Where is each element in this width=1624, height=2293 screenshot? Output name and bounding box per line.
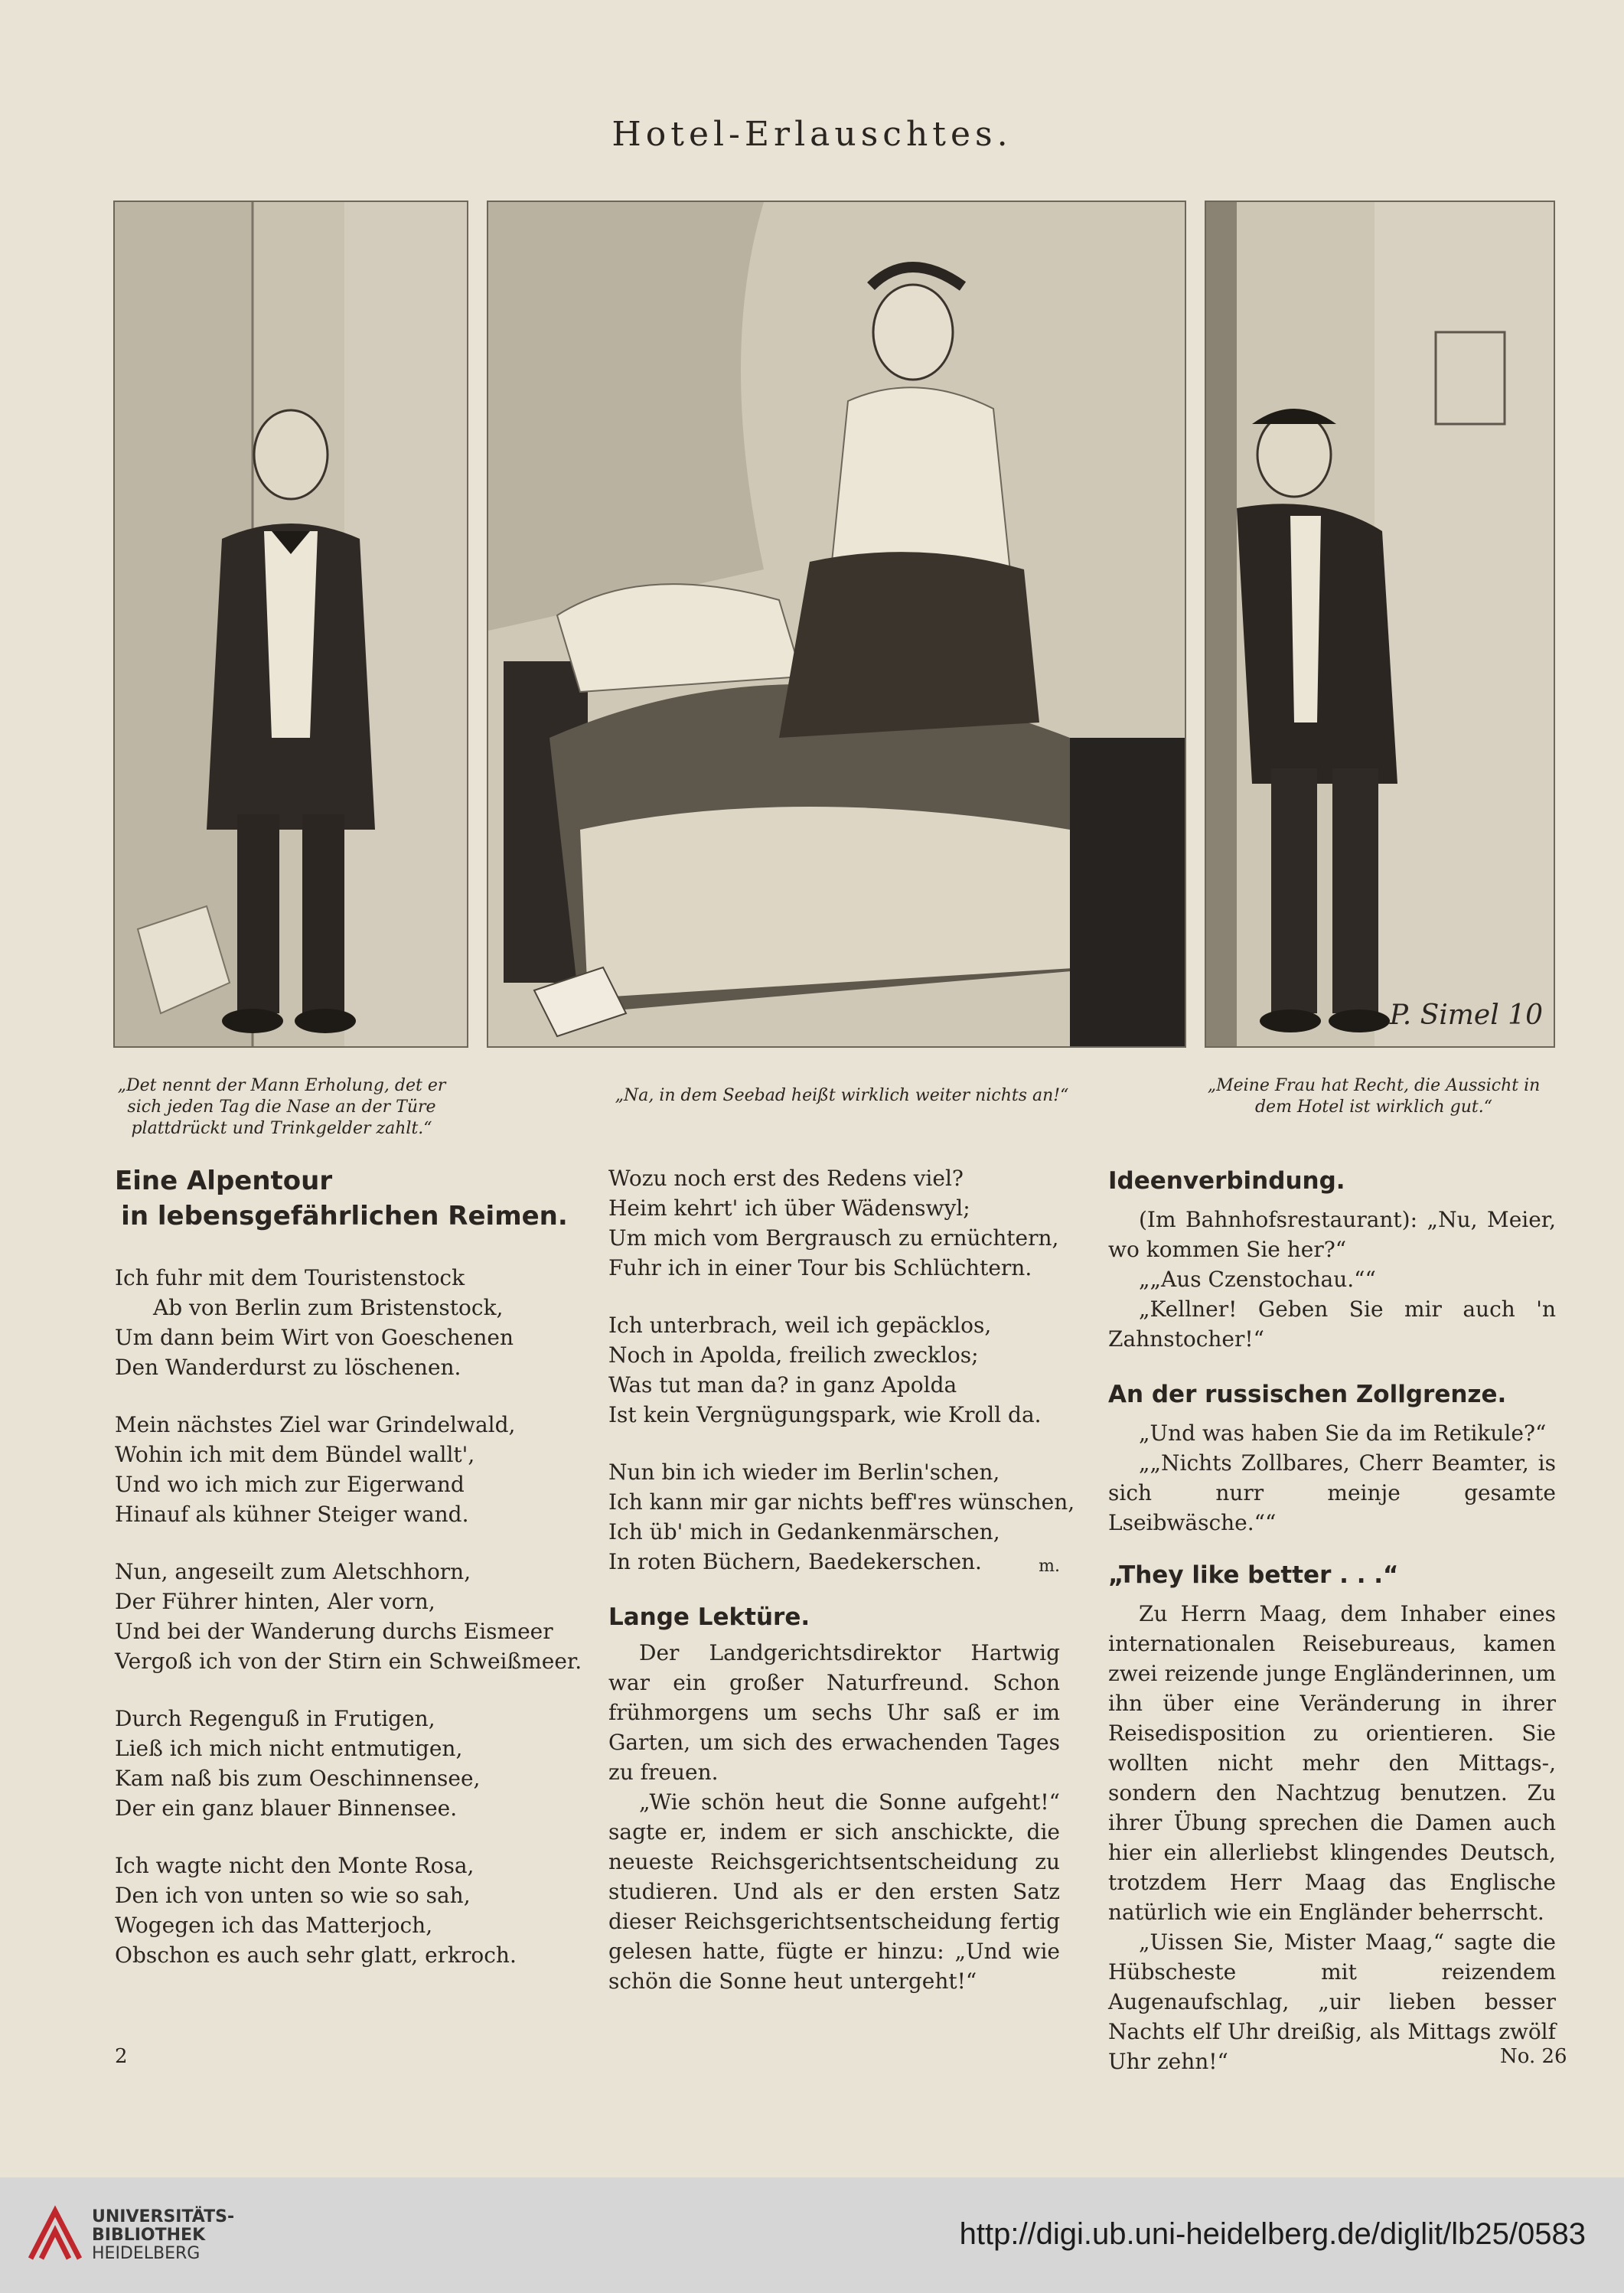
poem-line: Was tut man da? in ganz Apolda <box>608 1372 957 1398</box>
poem-line: Der Führer hinten, Aler vorn, <box>115 1589 435 1614</box>
poem-line: Und wo ich mich zur Eigerwand <box>115 1472 465 1497</box>
caption-panel-2: „Na, in dem Seebad heißt wirklich weiter nichts an!“ <box>615 1086 1069 1105</box>
poem-stanza <box>608 1457 1075 1577</box>
poem-stanza <box>608 1163 1060 1283</box>
poem-line: Ich üb' mich in Gedankenmärschen, <box>608 1519 1000 1544</box>
poem-stanza <box>608 1310 1060 1430</box>
poem-line: Kam naß bis zum Oeschinnensee, <box>115 1766 481 1791</box>
poem-line: Obschon es auch sehr glatt, erkroch. <box>115 1942 517 1968</box>
poem-line: Wogegen ich das Matterjoch, <box>115 1913 433 1938</box>
column-anekdoten <box>1108 1163 1556 2076</box>
lange-lektuere-heading: Lange Lektüre. <box>608 1603 810 1631</box>
artist-signature: P. Simel 10 <box>1389 1000 1543 1031</box>
poem-line: Wozu noch erst des Redens viel? <box>608 1166 964 1191</box>
anecdote-text: (Im Bahnhofsrestaurant): „Nu, Meier, wo kommen Sie her?“ <box>1108 1207 1556 1262</box>
poem-line: Wohin ich mit dem Bündel wallt', <box>115 1442 475 1467</box>
poem-stanza <box>115 1410 574 1529</box>
bedroom-drawing <box>488 202 1185 1046</box>
article-paragraph: „Wie schön heut die Sonne aufgeht!“ sagte er, indem er sich anschickte, die neueste Reichsgerichtsentscheidung zu studieren. Und als er den ersten Satz dieser Reichsgerichtsentscheidung fertig gelesen hatte, fügte er hinzu: „Und wie schön die Sonne heut untergeht!“ <box>608 1789 1060 1994</box>
poem-line: Ich unterbrach, weil ich gepäcklos, <box>608 1313 992 1338</box>
page-title: Hotel-Erlauschtes. <box>611 115 1013 154</box>
poem-stanza <box>115 1851 574 1970</box>
poem-line: Der ein ganz blauer Binnensee. <box>115 1796 458 1821</box>
poem-line: Ab von Berlin zum Bristenstock, <box>153 1295 504 1320</box>
library-footer <box>0 2177 1624 2293</box>
poem-line: Um dann beim Wirt von Goeschenen <box>115 1325 514 1350</box>
poem-line: Heim kehrt' ich über Wädenswyl; <box>608 1195 970 1221</box>
waiter-drawing <box>115 202 467 1046</box>
poem-line: Ich fuhr mit dem Touristenstock <box>115 1265 465 1290</box>
they-like-better-heading: „They like better . . .“ <box>1108 1561 1399 1589</box>
poem-line: Vergoß ich von der Stirn ein Schweißmeer. <box>115 1649 582 1674</box>
poem-line: Mein nächstes Ziel war Grindelwald, <box>115 1412 516 1437</box>
poem-line: Fuhr ich in einer Tour bis Schlüchtern. <box>608 1255 1032 1280</box>
poem-line: Ich wagte nicht den Monte Rosa, <box>115 1853 474 1878</box>
caption-panel-3: „Meine Frau hat Recht, die Aussicht in dem Hotel ist wirklich gut.“ <box>1207 1076 1541 1117</box>
poem-line: Ich kann mir gar nichts beff'res wünschen, <box>608 1489 1075 1515</box>
illustration-man <box>1205 201 1555 1048</box>
library-logo-icon <box>24 2205 86 2266</box>
source-url-link[interactable]: http://digi.ub.uni-heidelberg.de/diglit/lb25/0583 <box>959 2217 1586 2251</box>
poem-stanza <box>115 1557 582 1676</box>
anecdote-text: „„Nichts Zollbares, Cherr Beamter, is sich nurr meinje gesamte Lseibwäsche.““ <box>1108 1450 1556 1535</box>
library-name-line: BIBLIOTHEK <box>92 2226 206 2245</box>
illustration-bedroom <box>487 201 1186 1048</box>
poem-heading-line-2: in lebensgefährlichen Reimen. <box>121 1201 568 1231</box>
poem-line: Nun bin ich wieder im Berlin'schen, <box>608 1460 1000 1485</box>
poem-line: Durch Regenguß in Frutigen, <box>115 1706 435 1731</box>
man-drawing <box>1206 202 1554 1046</box>
poem-line: Hinauf als kühner Steiger wand. <box>115 1502 469 1527</box>
poem-line: Noch in Apolda, freilich zwecklos; <box>608 1342 979 1368</box>
anecdote-text: „Kellner! Geben Sie mir auch 'n Zahnstocher!“ <box>1108 1297 1556 1352</box>
poem-line: Den Wanderdurst zu löschenen. <box>115 1355 461 1380</box>
ideenverbindung-heading: Ideenverbindung. <box>1108 1167 1345 1195</box>
poem-signature: m. <box>1039 1557 1060 1576</box>
anecdote-text: Zu Herrn Maag, dem Inhaber eines internationalen Reisebureaus, kamen zwei reizende junge Engländerinnen, um ihn über eine Veränderung in ihrer Reisedisposition zu orientieren. Sie wollten nicht mehr den Mittags-, sondern den Nachtzug benutzen. Zu ihrer Übung sprechen die Damen auch hier ein allerliebst klingendes Deutsch, trotzdem Herr Maag das Englische natürlich wie ein Engländer beherrscht. <box>1108 1601 1556 1925</box>
library-name-line: UNIVERSITÄTS- <box>92 2207 235 2226</box>
article-paragraph: Der Landgerichtsdirektor Hartwig war ein großer Naturfreund. Schon frühmorgens um sechs Uhr saß er im Garten, um sich des erwachenden Tages zu freuen. <box>608 1640 1060 1785</box>
caption-panel-1: „Det nennt der Mann Erholung, det er sich jeden Tag die Nase an der Türe plattdrückt und Trinkgelder zahlt.“ <box>117 1076 446 1138</box>
poem-heading-line-1: Eine Alpentour <box>115 1166 333 1196</box>
illustration-waiter <box>113 201 468 1048</box>
poem-stanza <box>115 1263 574 1382</box>
library-name <box>92 2208 234 2263</box>
zollgrenze-heading: An der russischen Zollgrenze. <box>1108 1381 1507 1408</box>
library-name-line: HEIDELBERG <box>92 2244 201 2263</box>
anecdote-text: „„Aus Czenstochau.““ <box>1139 1267 1376 1292</box>
issue-number: No. 26 <box>1500 2045 1567 2068</box>
column-lange-lektuere <box>608 1163 1075 1996</box>
poem-line: Ist kein Vergnügungspark, wie Kroll da. <box>608 1402 1042 1427</box>
poem-stanza <box>115 1704 574 1823</box>
column-alpentour <box>115 1163 582 1998</box>
anecdote-text: „Und was haben Sie da im Retikule?“ <box>1139 1420 1547 1446</box>
poem-line: Um mich vom Bergrausch zu ernüchtern, <box>608 1225 1059 1251</box>
poem-line: Nun, angeseilt zum Aletschhorn, <box>115 1559 471 1584</box>
anecdote-text: „Uissen Sie, Mister Maag,“ sagte die Hübscheste mit reizendem Augenaufschlag, „uir lieben besser Nachts elf Uhr dreißig, als Mittags zwölf Uhr zehn!“ <box>1108 1929 1556 2074</box>
poem-line: Ließ ich mich nicht entmutigen, <box>115 1736 463 1761</box>
poem-line: In roten Büchern, Baedekerschen. <box>608 1549 982 1574</box>
poem-line: Den ich von unten so wie so sah, <box>115 1883 471 1908</box>
page-number: 2 <box>115 2045 128 2068</box>
poem-line: Und bei der Wanderung durchs Eismeer <box>115 1619 553 1644</box>
